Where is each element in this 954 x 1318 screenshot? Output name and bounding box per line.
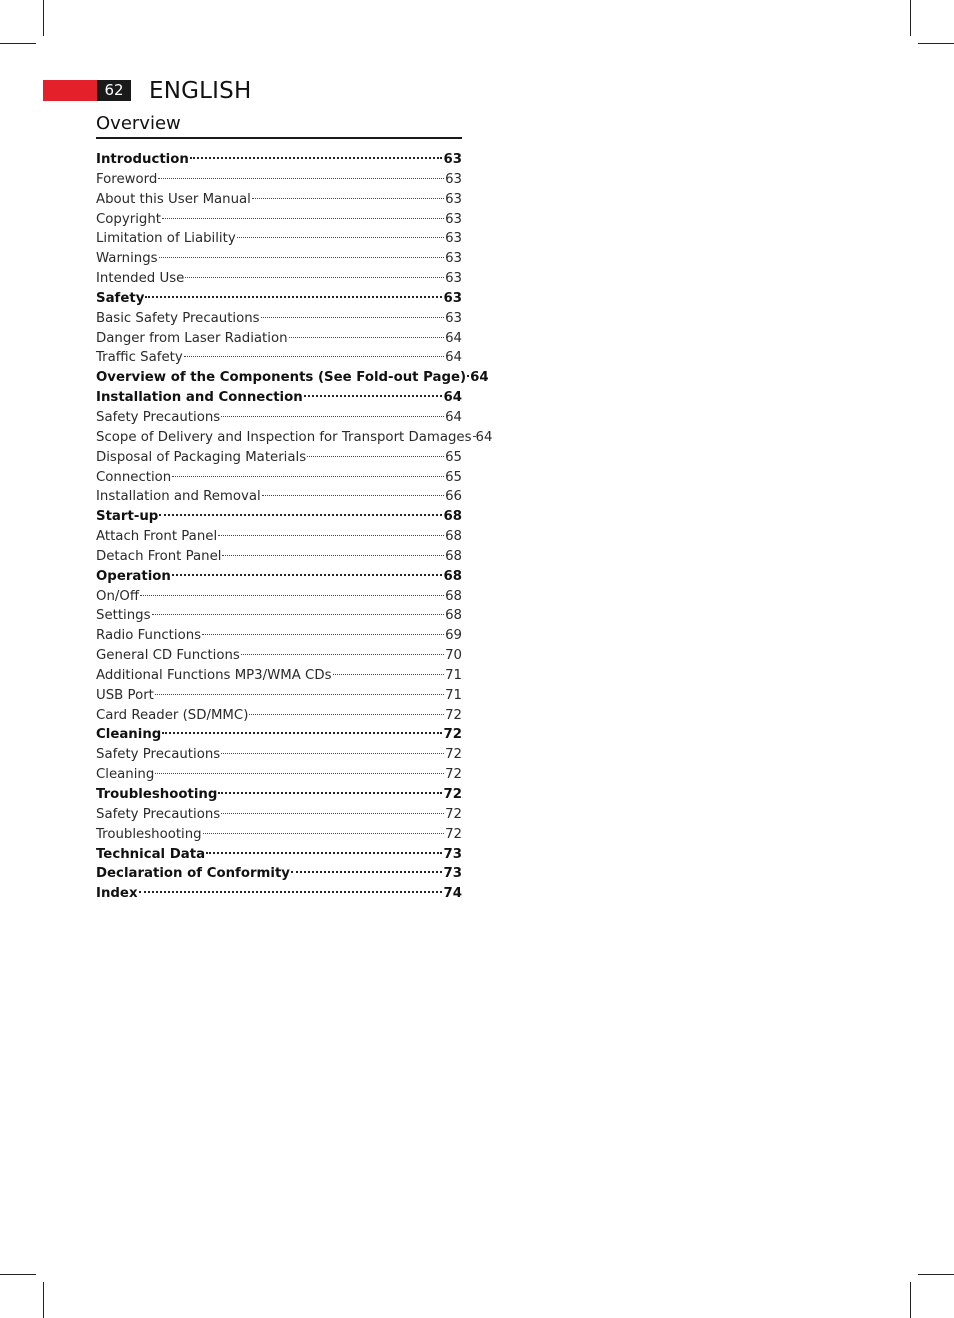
toc-entry-label: Overview of the Components (See Fold-out Page) bbox=[96, 370, 467, 386]
toc-entry-label: Foreword bbox=[96, 171, 158, 187]
crop-mark bbox=[918, 1274, 954, 1275]
crop-mark bbox=[910, 0, 911, 36]
toc-entry[interactable] bbox=[96, 190, 462, 210]
toc-dot-leader bbox=[159, 257, 444, 258]
toc-dot-leader bbox=[222, 555, 444, 556]
toc-entry-label: Cleaning bbox=[96, 767, 155, 783]
toc-dot-leader bbox=[158, 178, 444, 179]
toc-entry[interactable] bbox=[96, 864, 462, 884]
toc-dot-leader bbox=[467, 375, 469, 377]
toc-entry-page: 73 bbox=[443, 866, 462, 882]
toc-entry-page: 64 bbox=[470, 370, 489, 386]
toc-entry-label: Operation bbox=[96, 568, 171, 584]
toc-entry[interactable] bbox=[96, 547, 462, 567]
toc-entry-label: Safety Precautions bbox=[96, 806, 221, 822]
toc-entry-page: 64 bbox=[445, 330, 462, 346]
toc-entry-label: Safety bbox=[96, 290, 145, 306]
toc-dot-leader bbox=[206, 852, 442, 854]
toc-entry-page: 63 bbox=[445, 271, 462, 287]
toc-entry-page: 64 bbox=[443, 390, 462, 406]
toc-entry[interactable] bbox=[96, 845, 462, 865]
toc-dot-leader bbox=[155, 694, 444, 695]
toc-entry-page: 63 bbox=[443, 290, 462, 306]
toc-dot-leader bbox=[289, 337, 445, 338]
toc-entry-page: 68 bbox=[443, 568, 462, 584]
toc-dot-leader bbox=[291, 871, 443, 873]
toc-entry-label: Basic Safety Precautions bbox=[96, 310, 260, 326]
toc-entry[interactable] bbox=[96, 567, 462, 587]
toc-dot-leader bbox=[237, 237, 444, 238]
toc-entry[interactable] bbox=[96, 309, 462, 329]
toc-entry[interactable] bbox=[96, 507, 462, 527]
toc-entry[interactable] bbox=[96, 725, 462, 745]
toc-entry[interactable] bbox=[96, 348, 462, 368]
toc-entry-page: 64 bbox=[475, 429, 493, 445]
toc-entry[interactable] bbox=[96, 606, 462, 626]
toc-dot-leader bbox=[190, 157, 443, 159]
toc-entry[interactable] bbox=[96, 468, 462, 488]
crop-mark bbox=[918, 43, 954, 44]
toc-entry-page: 71 bbox=[445, 687, 462, 703]
toc-entry[interactable] bbox=[96, 229, 462, 249]
toc-entry-page: 72 bbox=[445, 826, 462, 842]
toc-entry-page: 71 bbox=[445, 667, 462, 683]
toc-entry-page: 72 bbox=[445, 767, 462, 783]
toc-entry[interactable] bbox=[96, 686, 462, 706]
toc-entry-label: Intended Use bbox=[96, 271, 185, 287]
language-heading: ENGLISH bbox=[149, 78, 252, 104]
toc-dot-leader bbox=[221, 753, 444, 754]
toc-dot-leader bbox=[184, 356, 444, 357]
toc-entry[interactable] bbox=[96, 289, 462, 309]
toc-entry-page: 68 bbox=[445, 608, 462, 624]
toc-dot-leader bbox=[307, 456, 444, 457]
crop-mark bbox=[910, 1282, 911, 1318]
toc-entry[interactable] bbox=[96, 408, 462, 428]
toc-entry-page: 74 bbox=[443, 886, 462, 902]
toc-entry[interactable] bbox=[96, 388, 462, 408]
toc-dot-leader bbox=[172, 574, 443, 576]
toc-entry-page: 72 bbox=[443, 727, 462, 743]
toc-dot-leader bbox=[252, 198, 444, 199]
toc-entry[interactable] bbox=[96, 745, 462, 765]
toc-entry-label: Scope of Delivery and Inspection for Transport Damages bbox=[96, 429, 472, 445]
toc-entry-label: About this User Manual bbox=[96, 191, 251, 207]
toc-entry[interactable] bbox=[96, 448, 462, 468]
toc-entry-page: 64 bbox=[445, 409, 462, 425]
toc-entry-label: Installation and Connection bbox=[96, 390, 303, 406]
toc-entry-page: 63 bbox=[445, 251, 462, 267]
toc-entry-label: Technical Data bbox=[96, 846, 206, 862]
page-number: 62 bbox=[97, 80, 131, 101]
toc-dot-leader bbox=[262, 495, 444, 496]
toc-entry[interactable] bbox=[96, 785, 462, 805]
toc-entry[interactable] bbox=[96, 765, 462, 785]
toc-entry-label: Index bbox=[96, 886, 138, 902]
toc-dot-leader bbox=[140, 595, 444, 596]
toc-entry-label: USB Port bbox=[96, 687, 154, 703]
toc-dot-leader bbox=[202, 634, 444, 635]
toc-entry[interactable] bbox=[96, 805, 462, 825]
toc-entry-page: 63 bbox=[443, 152, 462, 167]
toc-dot-leader bbox=[218, 792, 442, 794]
toc-entry-page: 63 bbox=[445, 191, 462, 207]
toc-entry[interactable] bbox=[96, 368, 489, 388]
toc-entry[interactable] bbox=[96, 587, 462, 607]
toc-entry-label: Warnings bbox=[96, 251, 158, 267]
toc-entry[interactable] bbox=[96, 210, 462, 230]
toc-entry-label: General CD Functions bbox=[96, 648, 240, 664]
toc-entry[interactable] bbox=[96, 626, 462, 646]
toc-entry-page: 69 bbox=[445, 628, 462, 644]
toc-entry-label: Troubleshooting bbox=[96, 787, 218, 802]
toc-entry[interactable] bbox=[96, 527, 462, 547]
toc-entry-label: Introduction bbox=[96, 152, 189, 167]
toc-entry-label: Safety Precautions bbox=[96, 747, 221, 763]
toc-dot-leader bbox=[152, 614, 445, 615]
toc-entry-page: 73 bbox=[443, 846, 462, 862]
toc-entry[interactable] bbox=[96, 706, 462, 726]
toc-entry-label: Copyright bbox=[96, 211, 161, 227]
toc-dot-leader bbox=[241, 654, 444, 655]
toc-entry[interactable] bbox=[96, 666, 462, 686]
toc-entry-label: Installation and Removal bbox=[96, 489, 261, 505]
toc-entry-page: 63 bbox=[445, 231, 462, 247]
toc-entry-page: 63 bbox=[445, 310, 462, 326]
toc-entry-page: 68 bbox=[445, 529, 462, 545]
toc-dot-leader bbox=[304, 395, 443, 397]
title-rule bbox=[96, 137, 462, 139]
toc-entry-page: 63 bbox=[445, 211, 462, 227]
toc-entry-page: 65 bbox=[445, 449, 462, 465]
toc-dot-leader bbox=[333, 674, 445, 675]
toc-entry-label: Cleaning bbox=[96, 727, 162, 743]
toc-entry[interactable] bbox=[96, 150, 462, 170]
crop-mark bbox=[0, 1274, 36, 1275]
crop-mark bbox=[0, 43, 36, 44]
toc-dot-leader bbox=[221, 416, 444, 417]
toc-entry-label: On/Off bbox=[96, 588, 140, 604]
toc-entry-page: 72 bbox=[445, 707, 462, 723]
toc-dot-leader bbox=[473, 436, 475, 437]
crop-mark bbox=[43, 1282, 44, 1318]
toc-dot-leader bbox=[155, 773, 444, 774]
toc-entry[interactable] bbox=[96, 428, 493, 448]
toc-dot-leader bbox=[159, 514, 442, 516]
toc-entry[interactable] bbox=[96, 825, 462, 845]
toc-entry-page: 64 bbox=[445, 350, 462, 366]
toc-entry-label: Settings bbox=[96, 608, 151, 624]
toc-entry-label: Connection bbox=[96, 469, 172, 485]
toc-dot-leader bbox=[172, 476, 444, 477]
toc-dot-leader bbox=[162, 218, 444, 219]
toc-entry[interactable] bbox=[96, 170, 462, 190]
toc-entry-label: Attach Front Panel bbox=[96, 529, 218, 545]
toc-dot-leader bbox=[261, 317, 444, 318]
toc-entry-label: Declaration of Conformity bbox=[96, 866, 290, 882]
toc-dot-leader bbox=[185, 277, 444, 278]
toc-entry-page: 72 bbox=[445, 806, 462, 822]
toc-entry[interactable] bbox=[96, 269, 462, 289]
toc-dot-leader bbox=[221, 813, 444, 814]
toc-entry-page: 72 bbox=[443, 787, 462, 802]
toc-dot-leader bbox=[145, 296, 442, 298]
toc-dot-leader bbox=[249, 714, 444, 715]
toc-entry-label: Disposal of Packaging Materials bbox=[96, 449, 307, 465]
toc-entry[interactable] bbox=[96, 884, 462, 904]
toc-entry-page: 68 bbox=[443, 509, 462, 525]
toc-dot-leader bbox=[162, 732, 442, 734]
header-accent-bar bbox=[43, 80, 97, 101]
toc-dot-leader bbox=[203, 833, 444, 834]
toc-entry[interactable] bbox=[96, 487, 462, 507]
toc-entry-label: Traffic Safety bbox=[96, 350, 183, 366]
crop-mark bbox=[43, 0, 44, 36]
toc-entry-label: Card Reader (SD/MMC) bbox=[96, 707, 249, 723]
toc-entry-label: Radio Functions bbox=[96, 628, 202, 644]
toc-entry-label: Start-up bbox=[96, 509, 159, 525]
toc-entry-label: Detach Front Panel bbox=[96, 548, 222, 564]
toc-entry-label: Limitation of Liability bbox=[96, 231, 236, 247]
table-of-contents bbox=[96, 150, 493, 904]
section-title: Overview bbox=[96, 113, 181, 134]
toc-entry-label: Danger from Laser Radiation bbox=[96, 330, 288, 346]
toc-entry-page: 72 bbox=[445, 747, 462, 763]
toc-entry-page: 63 bbox=[445, 171, 462, 187]
toc-entry-label: Safety Precautions bbox=[96, 409, 221, 425]
toc-entry-label: Troubleshooting bbox=[96, 826, 202, 842]
toc-entry-page: 66 bbox=[445, 489, 462, 505]
toc-entry-label: Additional Functions MP3/WMA CDs bbox=[96, 667, 332, 683]
toc-entry-page: 68 bbox=[445, 548, 462, 564]
toc-entry-page: 70 bbox=[445, 648, 462, 664]
toc-entry[interactable] bbox=[96, 249, 462, 269]
toc-dot-leader bbox=[139, 891, 443, 893]
toc-entry-page: 65 bbox=[445, 469, 462, 485]
toc-entry[interactable] bbox=[96, 646, 462, 666]
toc-dot-leader bbox=[218, 535, 444, 536]
toc-entry[interactable] bbox=[96, 329, 462, 349]
toc-entry-page: 68 bbox=[445, 588, 462, 604]
